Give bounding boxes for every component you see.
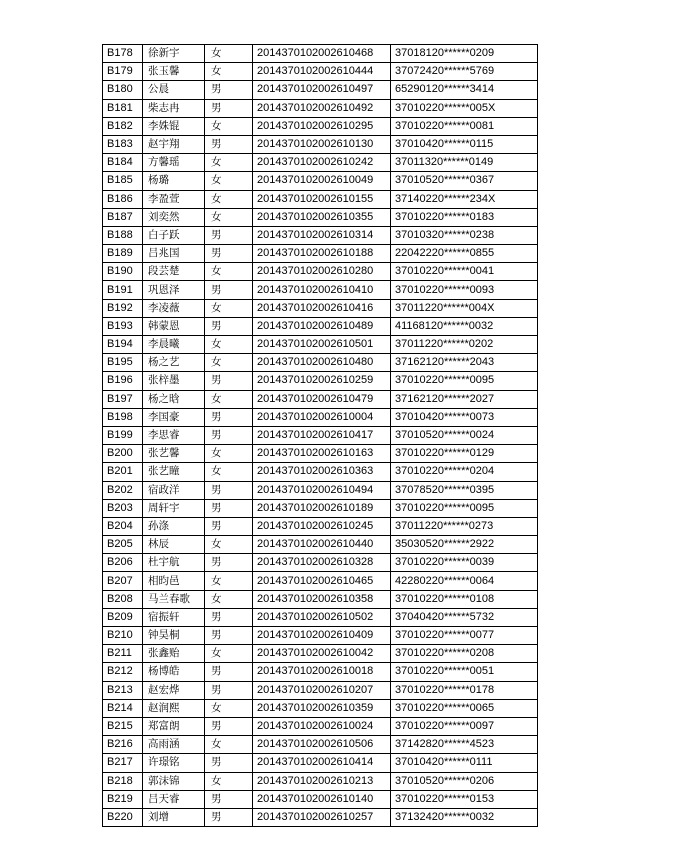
id-number-cell: 37010220******0129 [391,445,538,463]
exam-number-cell: 2014370102002610130 [253,135,391,153]
student-name-cell: 杨博皓 [143,663,205,681]
exam-number-cell: 2014370102002610497 [253,81,391,99]
id-number-cell: 37010520******0367 [391,172,538,190]
seat-number-cell: B212 [103,663,143,681]
exam-number-cell: 2014370102002610257 [253,808,391,826]
exam-number-cell: 2014370102002610363 [253,463,391,481]
gender-cell: 女 [205,154,253,172]
exam-number-cell: 2014370102002610465 [253,572,391,590]
gender-cell: 男 [205,663,253,681]
student-name-cell: 张鑫贻 [143,645,205,663]
seat-number-cell: B189 [103,245,143,263]
student-name-cell: 李国豪 [143,408,205,426]
table-row [103,790,538,808]
student-name-cell: 钟昊桐 [143,627,205,645]
seat-number-cell: B180 [103,81,143,99]
exam-number-cell: 2014370102002610280 [253,263,391,281]
student-name-cell: 张艺瞳 [143,463,205,481]
seat-number-cell: B213 [103,681,143,699]
student-name-cell: 许璟铭 [143,754,205,772]
id-number-cell: 37011220******0273 [391,517,538,535]
id-number-cell: 37010220******0039 [391,554,538,572]
seat-number-cell: B200 [103,445,143,463]
student-name-cell: 赵宇翔 [143,135,205,153]
seat-number-cell: B184 [103,154,143,172]
id-number-cell: 37010520******0206 [391,772,538,790]
seat-number-cell: B218 [103,772,143,790]
table-row [103,372,538,390]
id-number-cell: 37010220******0081 [391,117,538,135]
student-name-cell: 韩蒙恩 [143,317,205,335]
student-name-cell: 高雨涵 [143,736,205,754]
exam-number-cell: 2014370102002610155 [253,190,391,208]
student-name-cell: 李姝锟 [143,117,205,135]
table-row [103,317,538,335]
id-number-cell: 37010420******0111 [391,754,538,772]
seat-number-cell: B190 [103,263,143,281]
table-row [103,426,538,444]
id-number-cell: 37010520******0024 [391,426,538,444]
gender-cell: 男 [205,245,253,263]
exam-number-cell: 2014370102002610494 [253,481,391,499]
seat-number-cell: B202 [103,481,143,499]
id-number-cell: 37010220******0108 [391,590,538,608]
id-number-cell: 35030520******2922 [391,536,538,554]
table-row [103,772,538,790]
table-row [103,299,538,317]
table-row [103,408,538,426]
seat-number-cell: B205 [103,536,143,554]
exam-number-cell: 2014370102002610004 [253,408,391,426]
id-number-cell: 37010220******0153 [391,790,538,808]
gender-cell: 女 [205,445,253,463]
table-row [103,663,538,681]
exam-number-cell: 2014370102002610355 [253,208,391,226]
gender-cell: 男 [205,81,253,99]
student-name-cell: 杜宇航 [143,554,205,572]
exam-number-cell: 2014370102002610049 [253,172,391,190]
exam-number-cell: 2014370102002610489 [253,317,391,335]
exam-number-cell: 2014370102002610501 [253,336,391,354]
table-row [103,699,538,717]
student-name-cell: 宿政洋 [143,481,205,499]
table-row [103,263,538,281]
gender-cell: 男 [205,226,253,244]
gender-cell: 男 [205,808,253,826]
seat-number-cell: B215 [103,717,143,735]
student-name-cell: 杨之晗 [143,390,205,408]
seat-number-cell: B207 [103,572,143,590]
id-number-cell: 37072420******5769 [391,63,538,81]
student-name-cell: 张艺馨 [143,445,205,463]
id-number-cell: 37078520******0395 [391,481,538,499]
student-name-cell: 郑富朗 [143,717,205,735]
student-name-cell: 段芸楚 [143,263,205,281]
table-row [103,627,538,645]
exam-number-cell: 2014370102002610414 [253,754,391,772]
student-name-cell: 白子跃 [143,226,205,244]
exam-number-cell: 2014370102002610314 [253,226,391,244]
gender-cell: 男 [205,627,253,645]
student-name-cell: 李凌薇 [143,299,205,317]
table-row [103,208,538,226]
gender-cell: 女 [205,190,253,208]
student-name-cell: 吕兆国 [143,245,205,263]
seat-number-cell: B204 [103,517,143,535]
exam-number-cell: 2014370102002610018 [253,663,391,681]
table-row [103,463,538,481]
id-number-cell: 37010220******0204 [391,463,538,481]
id-number-cell: 37010220******0051 [391,663,538,681]
seat-number-cell: B181 [103,99,143,117]
student-name-cell: 吕天睿 [143,790,205,808]
table-row [103,281,538,299]
table-row [103,481,538,499]
student-name-cell: 刘增 [143,808,205,826]
table-row [103,245,538,263]
gender-cell: 女 [205,354,253,372]
seat-number-cell: B220 [103,808,143,826]
seat-number-cell: B196 [103,372,143,390]
gender-cell: 男 [205,717,253,735]
id-number-cell: 37010220******0093 [391,281,538,299]
student-name-cell: 赵宏烨 [143,681,205,699]
table-row [103,99,538,117]
student-name-cell: 李思睿 [143,426,205,444]
seat-number-cell: B216 [103,736,143,754]
id-number-cell: 37010320******0238 [391,226,538,244]
id-number-cell: 37162120******2043 [391,354,538,372]
seat-number-cell: B211 [103,645,143,663]
student-name-cell: 刘奕然 [143,208,205,226]
table-row [103,354,538,372]
student-name-cell: 方馨瑶 [143,154,205,172]
gender-cell: 女 [205,208,253,226]
gender-cell: 男 [205,408,253,426]
id-number-cell: 37010420******0073 [391,408,538,426]
student-name-cell: 杨之艺 [143,354,205,372]
exam-number-cell: 2014370102002610295 [253,117,391,135]
table-row [103,499,538,517]
seat-number-cell: B195 [103,354,143,372]
gender-cell: 男 [205,372,253,390]
student-name-cell: 徐新宇 [143,45,205,63]
table-row [103,517,538,535]
seat-number-cell: B201 [103,463,143,481]
gender-cell: 女 [205,736,253,754]
table-row [103,717,538,735]
exam-number-cell: 2014370102002610416 [253,299,391,317]
student-name-cell: 马兰春歌 [143,590,205,608]
seat-number-cell: B217 [103,754,143,772]
gender-cell: 女 [205,590,253,608]
student-name-cell: 张玉馨 [143,63,205,81]
gender-cell: 男 [205,281,253,299]
gender-cell: 男 [205,554,253,572]
table-row [103,117,538,135]
table-row [103,681,538,699]
exam-number-cell: 2014370102002610189 [253,499,391,517]
table-row [103,172,538,190]
gender-cell: 男 [205,754,253,772]
gender-cell: 男 [205,790,253,808]
gender-cell: 男 [205,135,253,153]
exam-number-cell: 2014370102002610502 [253,608,391,626]
id-number-cell: 37011320******0149 [391,154,538,172]
student-name-cell: 巩恩泽 [143,281,205,299]
seat-number-cell: B182 [103,117,143,135]
exam-number-cell: 2014370102002610492 [253,99,391,117]
gender-cell: 女 [205,336,253,354]
gender-cell: 女 [205,463,253,481]
seat-number-cell: B209 [103,608,143,626]
gender-cell: 男 [205,317,253,335]
gender-cell: 女 [205,645,253,663]
seat-number-cell: B206 [103,554,143,572]
seat-number-cell: B199 [103,426,143,444]
table-row [103,81,538,99]
table-row [103,63,538,81]
seat-number-cell: B185 [103,172,143,190]
exam-number-cell: 2014370102002610140 [253,790,391,808]
exam-number-cell: 2014370102002610440 [253,536,391,554]
exam-number-cell: 2014370102002610042 [253,645,391,663]
id-number-cell: 37010220******005X [391,99,538,117]
seat-number-cell: B179 [103,63,143,81]
table-row [103,645,538,663]
id-number-cell: 37132420******0032 [391,808,538,826]
student-table-body [103,45,538,827]
gender-cell: 女 [205,390,253,408]
seat-number-cell: B197 [103,390,143,408]
seat-number-cell: B219 [103,790,143,808]
gender-cell: 男 [205,681,253,699]
table-row [103,536,538,554]
student-name-cell: 郭沫锦 [143,772,205,790]
student-name-cell: 张梓墨 [143,372,205,390]
exam-number-cell: 2014370102002610213 [253,772,391,790]
table-row [103,590,538,608]
student-name-cell: 柴志冉 [143,99,205,117]
exam-number-cell: 2014370102002610242 [253,154,391,172]
student-name-cell: 相昀邑 [143,572,205,590]
student-name-cell: 公晨 [143,81,205,99]
seat-number-cell: B193 [103,317,143,335]
exam-number-cell: 2014370102002610245 [253,517,391,535]
student-name-cell: 宿振轩 [143,608,205,626]
seat-number-cell: B188 [103,226,143,244]
id-number-cell: 37010220******0095 [391,499,538,517]
gender-cell: 男 [205,499,253,517]
id-number-cell: 65290120******3414 [391,81,538,99]
id-number-cell: 22042220******0855 [391,245,538,263]
id-number-cell: 37010220******0077 [391,627,538,645]
exam-number-cell: 2014370102002610358 [253,590,391,608]
student-table [102,44,538,827]
exam-number-cell: 2014370102002610506 [253,736,391,754]
id-number-cell: 37040420******5732 [391,608,538,626]
gender-cell: 女 [205,45,253,63]
exam-number-cell: 2014370102002610468 [253,45,391,63]
student-name-cell: 周轩宇 [143,499,205,517]
exam-number-cell: 2014370102002610480 [253,354,391,372]
id-number-cell: 37018120******0209 [391,45,538,63]
table-row [103,190,538,208]
id-number-cell: 37010220******0041 [391,263,538,281]
student-name-cell: 李晨曦 [143,336,205,354]
gender-cell: 男 [205,608,253,626]
student-name-cell: 孙涤 [143,517,205,535]
seat-number-cell: B191 [103,281,143,299]
exam-number-cell: 2014370102002610024 [253,717,391,735]
student-name-cell: 杨璐 [143,172,205,190]
table-row [103,608,538,626]
table-row [103,754,538,772]
exam-number-cell: 2014370102002610207 [253,681,391,699]
table-row [103,336,538,354]
id-number-cell: 37142820******4523 [391,736,538,754]
seat-number-cell: B208 [103,590,143,608]
gender-cell: 女 [205,299,253,317]
table-row [103,572,538,590]
exam-number-cell: 2014370102002610328 [253,554,391,572]
exam-number-cell: 2014370102002610163 [253,445,391,463]
id-number-cell: 41168120******0032 [391,317,538,335]
id-number-cell: 37010220******0183 [391,208,538,226]
gender-cell: 女 [205,772,253,790]
gender-cell: 女 [205,699,253,717]
table-row [103,226,538,244]
gender-cell: 男 [205,517,253,535]
id-number-cell: 37010220******0095 [391,372,538,390]
id-number-cell: 37010220******0208 [391,645,538,663]
seat-number-cell: B194 [103,336,143,354]
exam-number-cell: 2014370102002610417 [253,426,391,444]
gender-cell: 女 [205,536,253,554]
gender-cell: 男 [205,481,253,499]
gender-cell: 男 [205,426,253,444]
exam-number-cell: 2014370102002610188 [253,245,391,263]
seat-number-cell: B186 [103,190,143,208]
id-number-cell: 37140220******234X [391,190,538,208]
id-number-cell: 37010420******0115 [391,135,538,153]
exam-number-cell: 2014370102002610410 [253,281,391,299]
table-row [103,808,538,826]
id-number-cell: 37010220******0097 [391,717,538,735]
table-row [103,390,538,408]
seat-number-cell: B183 [103,135,143,153]
exam-number-cell: 2014370102002610359 [253,699,391,717]
gender-cell: 女 [205,572,253,590]
table-row [103,554,538,572]
exam-number-cell: 2014370102002610409 [253,627,391,645]
exam-number-cell: 2014370102002610479 [253,390,391,408]
seat-number-cell: B214 [103,699,143,717]
seat-number-cell: B178 [103,45,143,63]
table-row [103,135,538,153]
gender-cell: 男 [205,99,253,117]
gender-cell: 女 [205,117,253,135]
student-name-cell: 赵润熙 [143,699,205,717]
id-number-cell: 37010220******0178 [391,681,538,699]
student-name-cell: 林辰 [143,536,205,554]
seat-number-cell: B203 [103,499,143,517]
id-number-cell: 37011220******004X [391,299,538,317]
seat-number-cell: B198 [103,408,143,426]
exam-number-cell: 2014370102002610444 [253,63,391,81]
id-number-cell: 42280220******0064 [391,572,538,590]
id-number-cell: 37162120******2027 [391,390,538,408]
table-row [103,445,538,463]
gender-cell: 女 [205,63,253,81]
exam-number-cell: 2014370102002610259 [253,372,391,390]
seat-number-cell: B210 [103,627,143,645]
gender-cell: 女 [205,263,253,281]
table-row [103,736,538,754]
table-row [103,45,538,63]
seat-number-cell: B192 [103,299,143,317]
table-row [103,154,538,172]
gender-cell: 女 [205,172,253,190]
seat-number-cell: B187 [103,208,143,226]
student-name-cell: 李盈萱 [143,190,205,208]
id-number-cell: 37011220******0202 [391,336,538,354]
id-number-cell: 37010220******0065 [391,699,538,717]
